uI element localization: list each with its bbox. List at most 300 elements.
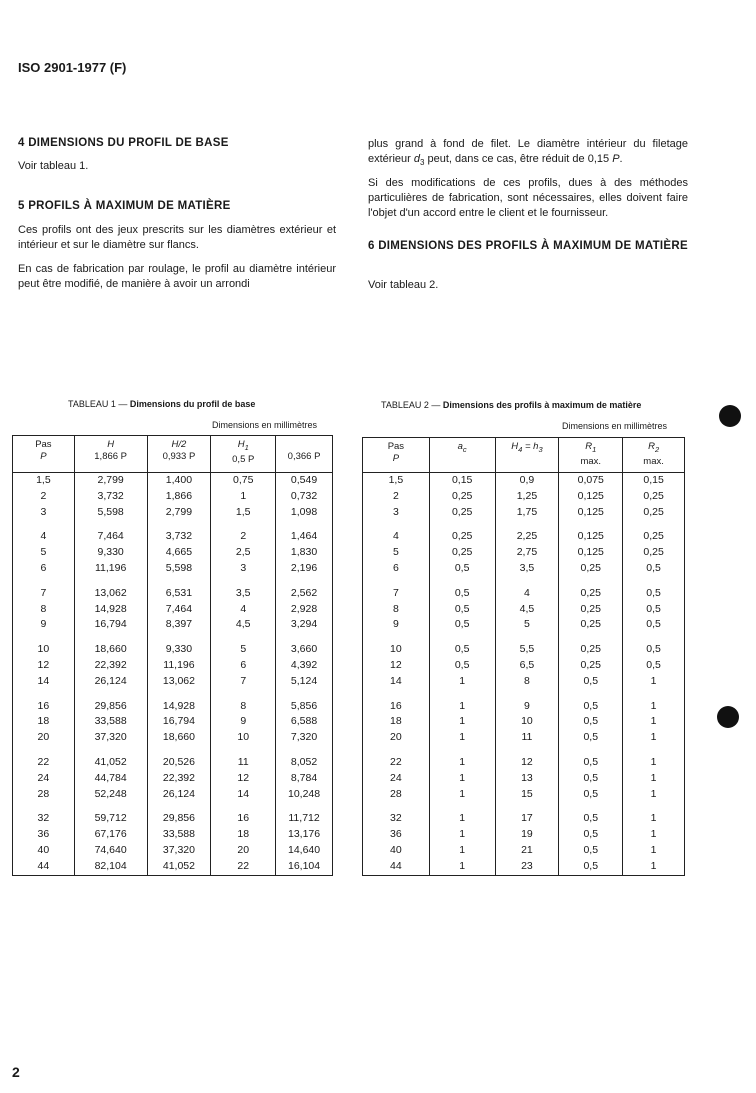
table-cell: 2,799 bbox=[147, 505, 211, 521]
table-cell: 10 bbox=[495, 714, 559, 730]
group-spacer bbox=[363, 520, 685, 529]
table-row bbox=[13, 658, 333, 674]
table-cell: 0,25 bbox=[623, 505, 685, 521]
table-cell: 24 bbox=[363, 771, 430, 787]
table-cell: 1,830 bbox=[276, 545, 333, 561]
table-cell: 7,320 bbox=[276, 730, 333, 746]
table-cell: 0,5 bbox=[429, 586, 495, 602]
section-5-paragraph-1: Ces profils ont des jeux prescrits sur les diamètres extérieur et intérieur et sur le diamètre sur flancs. bbox=[18, 224, 336, 251]
header-ac: $a_c$ bbox=[429, 438, 495, 473]
table-cell: 0,5 bbox=[623, 561, 685, 577]
table-cell: 9 bbox=[495, 699, 559, 715]
table-cell: 5 bbox=[495, 617, 559, 633]
table-row bbox=[363, 714, 685, 730]
table-cell: 0,5 bbox=[559, 755, 623, 771]
table-cell: 8,397 bbox=[147, 617, 211, 633]
table-cell: 3,5 bbox=[211, 586, 276, 602]
table-cell: 2,196 bbox=[276, 561, 333, 577]
table-cell: 5,598 bbox=[74, 505, 147, 521]
table-cell: 0,5 bbox=[559, 674, 623, 690]
table-cell: 1 bbox=[623, 827, 685, 843]
header-R1: $R_1$ max. bbox=[559, 438, 623, 473]
table-cell: 0,5 bbox=[429, 658, 495, 674]
header-pas: Pas P bbox=[363, 438, 430, 473]
table-cell: 40 bbox=[363, 843, 430, 859]
table-cell: 1 bbox=[623, 730, 685, 746]
group-spacer bbox=[363, 577, 685, 586]
table-cell: 12 bbox=[495, 755, 559, 771]
table-cell: 1 bbox=[429, 811, 495, 827]
group-spacer bbox=[363, 633, 685, 642]
table-cell: 0,25 bbox=[429, 529, 495, 545]
table-row bbox=[13, 586, 333, 602]
section-5-paragraph-2: En cas de fabrication par roulage, le profil au diamètre intérieur peut être modifié, de manière à avoir un arrondi bbox=[18, 263, 336, 290]
table-cell: 8 bbox=[363, 602, 430, 618]
table-cell: 6,588 bbox=[276, 714, 333, 730]
table-cell: 0,125 bbox=[559, 505, 623, 521]
table-row bbox=[363, 843, 685, 859]
table-row bbox=[13, 699, 333, 715]
table-cell: 4 bbox=[495, 586, 559, 602]
table-row bbox=[363, 473, 685, 489]
table-cell: 16,794 bbox=[74, 617, 147, 633]
table-cell: 1 bbox=[623, 843, 685, 859]
table-1-caption bbox=[68, 399, 255, 409]
table-cell: 29,856 bbox=[74, 699, 147, 715]
table-cell: 11,196 bbox=[147, 658, 211, 674]
header-H-half: H/2 0,933 P bbox=[147, 436, 211, 473]
table-cell: 0,5 bbox=[623, 658, 685, 674]
table-cell: 0,075 bbox=[559, 473, 623, 489]
table-cell: 16,794 bbox=[147, 714, 211, 730]
table-cell: 20 bbox=[363, 730, 430, 746]
table-cell: 1 bbox=[623, 859, 685, 875]
table-cell: 37,320 bbox=[74, 730, 147, 746]
d3-subscript: 3 bbox=[419, 158, 425, 168]
table-cell: 14 bbox=[13, 674, 75, 690]
table-cell: 1 bbox=[429, 843, 495, 859]
table-cell: 22 bbox=[363, 755, 430, 771]
table-cell: 1,098 bbox=[276, 505, 333, 521]
table-cell: 33,588 bbox=[147, 827, 211, 843]
table-cell: 0,25 bbox=[559, 658, 623, 674]
group-spacer bbox=[363, 690, 685, 699]
table-cell: 8 bbox=[13, 602, 75, 618]
table-cell: 1 bbox=[429, 827, 495, 843]
table-cell: 0,25 bbox=[623, 489, 685, 505]
table-row bbox=[13, 755, 333, 771]
table-cell: 28 bbox=[13, 787, 75, 803]
table-cell: 1 bbox=[623, 811, 685, 827]
table-cell: 1 bbox=[429, 859, 495, 875]
table-row bbox=[363, 827, 685, 843]
table-cell: 0,5 bbox=[429, 617, 495, 633]
table-cell: 0,5 bbox=[623, 586, 685, 602]
table-cell: 4 bbox=[13, 529, 75, 545]
table-cell: 5,598 bbox=[147, 561, 211, 577]
table-cell: 0,25 bbox=[623, 545, 685, 561]
table-cell: 20,526 bbox=[147, 755, 211, 771]
table-row bbox=[13, 505, 333, 521]
table-cell: 59,712 bbox=[74, 811, 147, 827]
table-cell: 0,5 bbox=[559, 714, 623, 730]
table-cell: 0,125 bbox=[559, 489, 623, 505]
table-cell: 0,5 bbox=[429, 561, 495, 577]
table-cell: 5,5 bbox=[495, 642, 559, 658]
table-cell: 7 bbox=[13, 586, 75, 602]
header-pas: Pas P bbox=[13, 436, 75, 473]
table-cell: 5,856 bbox=[276, 699, 333, 715]
table-cell: 6 bbox=[13, 561, 75, 577]
table-cell: 0,25 bbox=[559, 617, 623, 633]
table-cell: 4 bbox=[211, 602, 276, 618]
table-cell: 7,464 bbox=[74, 529, 147, 545]
group-spacer bbox=[13, 802, 333, 811]
table-cell: 4,5 bbox=[495, 602, 559, 618]
table-cell: 7,464 bbox=[147, 602, 211, 618]
table-cell: 82,104 bbox=[74, 859, 147, 875]
table-cell: 41,052 bbox=[74, 755, 147, 771]
table-cell: 1,25 bbox=[495, 489, 559, 505]
table-cell: 0,5 bbox=[429, 642, 495, 658]
table-row bbox=[13, 561, 333, 577]
table-cell: 0,5 bbox=[559, 859, 623, 875]
table-cell: 10,248 bbox=[276, 787, 333, 803]
table-cell: 12 bbox=[13, 658, 75, 674]
table-row bbox=[13, 771, 333, 787]
table-cell: 10 bbox=[211, 730, 276, 746]
table-cell: 22 bbox=[13, 755, 75, 771]
table-cell: 8 bbox=[211, 699, 276, 715]
d3-symbol: d bbox=[413, 153, 420, 165]
table-cell: 0,25 bbox=[623, 529, 685, 545]
table-cell: 26,124 bbox=[74, 674, 147, 690]
table-cell: 0,5 bbox=[623, 642, 685, 658]
table-cell: 9,330 bbox=[74, 545, 147, 561]
group-spacer bbox=[363, 746, 685, 755]
table-cell: 1 bbox=[623, 674, 685, 690]
table-row bbox=[13, 473, 333, 489]
table-cell: 1 bbox=[211, 489, 276, 505]
table-cell: 1 bbox=[429, 755, 495, 771]
table-row bbox=[13, 545, 333, 561]
table-cell: 26,124 bbox=[147, 787, 211, 803]
continued-paragraph bbox=[368, 137, 688, 170]
table-2 bbox=[362, 437, 685, 876]
page-number: 2 bbox=[12, 1064, 20, 1080]
table-cell: 9,330 bbox=[147, 642, 211, 658]
table-cell: 0,5 bbox=[559, 699, 623, 715]
table-cell: 18 bbox=[13, 714, 75, 730]
table-cell: 13,062 bbox=[74, 586, 147, 602]
table-cell: 13 bbox=[495, 771, 559, 787]
table-row bbox=[363, 505, 685, 521]
table-row bbox=[363, 787, 685, 803]
table-row bbox=[13, 602, 333, 618]
table-cell: 2,25 bbox=[495, 529, 559, 545]
table-cell: 6,5 bbox=[495, 658, 559, 674]
table-cell: 0,5 bbox=[559, 771, 623, 787]
punch-hole-top bbox=[719, 405, 741, 427]
table-cell: 0,732 bbox=[276, 489, 333, 505]
table-row bbox=[363, 730, 685, 746]
group-spacer bbox=[13, 520, 333, 529]
table-row bbox=[13, 617, 333, 633]
table-cell: 36 bbox=[363, 827, 430, 843]
table-cell: 22,392 bbox=[74, 658, 147, 674]
table-cell: 19 bbox=[495, 827, 559, 843]
table-row bbox=[13, 843, 333, 859]
table-cell: 21 bbox=[495, 843, 559, 859]
table-cell: 32 bbox=[363, 811, 430, 827]
table-cell: 13,176 bbox=[276, 827, 333, 843]
table-cell: 0,25 bbox=[559, 642, 623, 658]
table-row bbox=[13, 642, 333, 658]
table-2-caption bbox=[381, 400, 641, 410]
group-spacer bbox=[13, 633, 333, 642]
table-row bbox=[13, 674, 333, 690]
group-spacer bbox=[13, 746, 333, 755]
table-cell: 44,784 bbox=[74, 771, 147, 787]
table-cell: 4,665 bbox=[147, 545, 211, 561]
table-cell: 33,588 bbox=[74, 714, 147, 730]
table-cell: 11,712 bbox=[276, 811, 333, 827]
table-cell: 0,75 bbox=[211, 473, 276, 489]
section-5-title: 5 PROFILS À MAXIMUM DE MATIÈRE bbox=[18, 200, 231, 212]
table-1 bbox=[12, 435, 333, 876]
table-cell: 22,392 bbox=[147, 771, 211, 787]
table-cell: 16 bbox=[211, 811, 276, 827]
table-cell: 0,549 bbox=[276, 473, 333, 489]
table-row bbox=[363, 602, 685, 618]
table-cell: 5 bbox=[13, 545, 75, 561]
table-row bbox=[13, 489, 333, 505]
table-cell: 18,660 bbox=[147, 730, 211, 746]
table-cell: 11 bbox=[495, 730, 559, 746]
table-cell: 10 bbox=[13, 642, 75, 658]
table-cell: 52,248 bbox=[74, 787, 147, 803]
table-1-units: Dimensions en millimètres bbox=[212, 420, 318, 430]
table-cell: 12 bbox=[211, 771, 276, 787]
table-row bbox=[363, 545, 685, 561]
table-cell: 1 bbox=[429, 730, 495, 746]
table-cell: 29,856 bbox=[147, 811, 211, 827]
table-row bbox=[363, 658, 685, 674]
table-2-caption-title: Dimensions des profils à maximum de matière bbox=[442, 400, 642, 410]
table-cell: 1,5 bbox=[211, 505, 276, 521]
continued-text-c: . bbox=[619, 153, 623, 165]
section-6-text: Voir tableau 2. bbox=[368, 279, 439, 291]
table-cell: 3,732 bbox=[147, 529, 211, 545]
table-cell: 2 bbox=[363, 489, 430, 505]
table-row bbox=[13, 529, 333, 545]
table-cell: 1,75 bbox=[495, 505, 559, 521]
table-row bbox=[363, 699, 685, 715]
table-row bbox=[13, 714, 333, 730]
header-H4-h3: $H_4 = h_3$ bbox=[495, 438, 559, 473]
table-cell: 0,25 bbox=[559, 586, 623, 602]
table-cell: 67,176 bbox=[74, 827, 147, 843]
table-cell: 0,25 bbox=[429, 545, 495, 561]
table-cell: 2 bbox=[211, 529, 276, 545]
table-cell: 2,928 bbox=[276, 602, 333, 618]
table-cell: 16,104 bbox=[276, 859, 333, 875]
table-cell: 1,5 bbox=[13, 473, 75, 489]
table-cell: 13,062 bbox=[147, 674, 211, 690]
table-row bbox=[363, 489, 685, 505]
table-cell: 5 bbox=[211, 642, 276, 658]
table-cell: 0,25 bbox=[559, 561, 623, 577]
table-cell: 11,196 bbox=[74, 561, 147, 577]
table-cell: 2,562 bbox=[276, 586, 333, 602]
table-cell: 1 bbox=[623, 787, 685, 803]
continued-text-b: peut, dans ce cas, être réduit de 0,15 bbox=[424, 153, 610, 165]
table-cell: 14,640 bbox=[276, 843, 333, 859]
table-row bbox=[363, 586, 685, 602]
table-cell: 22 bbox=[211, 859, 276, 875]
table-cell: 1,464 bbox=[276, 529, 333, 545]
header-H: H 1,866 P bbox=[74, 436, 147, 473]
table-row bbox=[363, 642, 685, 658]
section-6-title: 6 DIMENSIONS DES PROFILS À MAXIMUM DE MATIÈRE bbox=[368, 240, 688, 252]
table-row bbox=[363, 674, 685, 690]
table-cell: 1 bbox=[429, 714, 495, 730]
table-cell: 14 bbox=[363, 674, 430, 690]
table-1-caption-prefix: TABLEAU 1 — bbox=[68, 399, 130, 409]
table-cell: 0,5 bbox=[623, 602, 685, 618]
group-spacer bbox=[13, 577, 333, 586]
table-cell: 6 bbox=[363, 561, 430, 577]
section-4-text: Voir tableau 1. bbox=[18, 160, 89, 172]
table-row bbox=[13, 787, 333, 803]
table-cell: 18,660 bbox=[74, 642, 147, 658]
table-cell: 24 bbox=[13, 771, 75, 787]
table-cell: 16 bbox=[13, 699, 75, 715]
table-cell: 18 bbox=[363, 714, 430, 730]
table-cell: 1 bbox=[429, 699, 495, 715]
table-cell: 4,5 bbox=[211, 617, 276, 633]
table-row bbox=[13, 827, 333, 843]
table-cell: 37,320 bbox=[147, 843, 211, 859]
table-cell: 41,052 bbox=[147, 859, 211, 875]
table-cell: 0,15 bbox=[623, 473, 685, 489]
table-row bbox=[363, 755, 685, 771]
table-cell: 1,5 bbox=[363, 473, 430, 489]
table-cell: 40 bbox=[13, 843, 75, 859]
header-0366P: 0,366 P bbox=[276, 436, 333, 473]
table-cell: 20 bbox=[13, 730, 75, 746]
table-cell: 14 bbox=[211, 787, 276, 803]
table-cell: 9 bbox=[211, 714, 276, 730]
table-cell: 15 bbox=[495, 787, 559, 803]
table-cell: 0,25 bbox=[429, 505, 495, 521]
table-cell: 7 bbox=[211, 674, 276, 690]
table-cell: 3 bbox=[211, 561, 276, 577]
modifications-paragraph: Si des modifications de ces profils, dues à des méthodes particulières de fabrication, sont nécessaires, elles doivent faire l'objet d'un accord entre le client et le fournisseur. bbox=[368, 177, 688, 219]
table-cell: 1 bbox=[623, 771, 685, 787]
table-cell: 44 bbox=[13, 859, 75, 875]
table-row bbox=[363, 561, 685, 577]
table-cell: 6,531 bbox=[147, 586, 211, 602]
table-cell: 4,392 bbox=[276, 658, 333, 674]
table-cell: 0,25 bbox=[429, 489, 495, 505]
table-cell: 12 bbox=[363, 658, 430, 674]
table-cell: 10 bbox=[363, 642, 430, 658]
table-cell: 6 bbox=[211, 658, 276, 674]
table-row bbox=[13, 859, 333, 875]
table-cell: 3,294 bbox=[276, 617, 333, 633]
table-cell: 28 bbox=[363, 787, 430, 803]
table-row bbox=[363, 811, 685, 827]
table-cell: 0,125 bbox=[559, 529, 623, 545]
table-cell: 3,5 bbox=[495, 561, 559, 577]
table-cell: 1 bbox=[623, 755, 685, 771]
table-cell: 8,784 bbox=[276, 771, 333, 787]
table-row bbox=[363, 529, 685, 545]
table-cell: 44 bbox=[363, 859, 430, 875]
table-cell: 7 bbox=[363, 586, 430, 602]
table-cell: 1 bbox=[429, 787, 495, 803]
group-spacer bbox=[13, 690, 333, 699]
table-cell: 1,866 bbox=[147, 489, 211, 505]
table-cell: 17 bbox=[495, 811, 559, 827]
table-cell: 0,25 bbox=[559, 602, 623, 618]
table-cell: 3 bbox=[363, 505, 430, 521]
table-cell: 36 bbox=[13, 827, 75, 843]
table-cell: 18 bbox=[211, 827, 276, 843]
table-row bbox=[13, 730, 333, 746]
table-2-caption-prefix: TABLEAU 2 — bbox=[381, 400, 443, 410]
table-cell: 0,5 bbox=[559, 827, 623, 843]
table-cell: 5,124 bbox=[276, 674, 333, 690]
table-2-units: Dimensions en millimètres bbox=[562, 421, 668, 431]
continued-text-a: plus grand à fond de filet. Le diamètre intérieur du filetage extérieur bbox=[368, 138, 688, 165]
table-cell: 1 bbox=[623, 714, 685, 730]
table-row bbox=[363, 859, 685, 875]
table-cell: 32 bbox=[13, 811, 75, 827]
table-cell: 1,400 bbox=[147, 473, 211, 489]
table-cell: 4 bbox=[363, 529, 430, 545]
table-cell: 9 bbox=[13, 617, 75, 633]
document-id: ISO 2901-1977 (F) bbox=[18, 60, 127, 75]
table-cell: 0,5 bbox=[559, 811, 623, 827]
table-row bbox=[363, 617, 685, 633]
group-spacer bbox=[363, 802, 685, 811]
table-1-caption-title: Dimensions du profil de base bbox=[129, 399, 256, 409]
section-4-title: 4 DIMENSIONS DU PROFIL DE BASE bbox=[18, 137, 229, 149]
table-cell: 14,928 bbox=[147, 699, 211, 715]
table-cell: 3,660 bbox=[276, 642, 333, 658]
table-cell: 11 bbox=[211, 755, 276, 771]
table-cell: 0,5 bbox=[623, 617, 685, 633]
table-cell: 3 bbox=[13, 505, 75, 521]
pitch-symbol: P bbox=[612, 153, 620, 165]
table-cell: 74,640 bbox=[74, 843, 147, 859]
table-cell: 0,5 bbox=[559, 730, 623, 746]
table-row bbox=[13, 811, 333, 827]
table-cell: 1 bbox=[429, 771, 495, 787]
table-cell: 0,5 bbox=[429, 602, 495, 618]
table-cell: 5 bbox=[363, 545, 430, 561]
table-cell: 2,75 bbox=[495, 545, 559, 561]
table-cell: 0,5 bbox=[559, 843, 623, 859]
table-cell: 3,732 bbox=[74, 489, 147, 505]
table-cell: 1 bbox=[623, 699, 685, 715]
table-cell: 0,125 bbox=[559, 545, 623, 561]
table-cell: 0,5 bbox=[559, 787, 623, 803]
table-cell: 16 bbox=[363, 699, 430, 715]
table-cell: 20 bbox=[211, 843, 276, 859]
